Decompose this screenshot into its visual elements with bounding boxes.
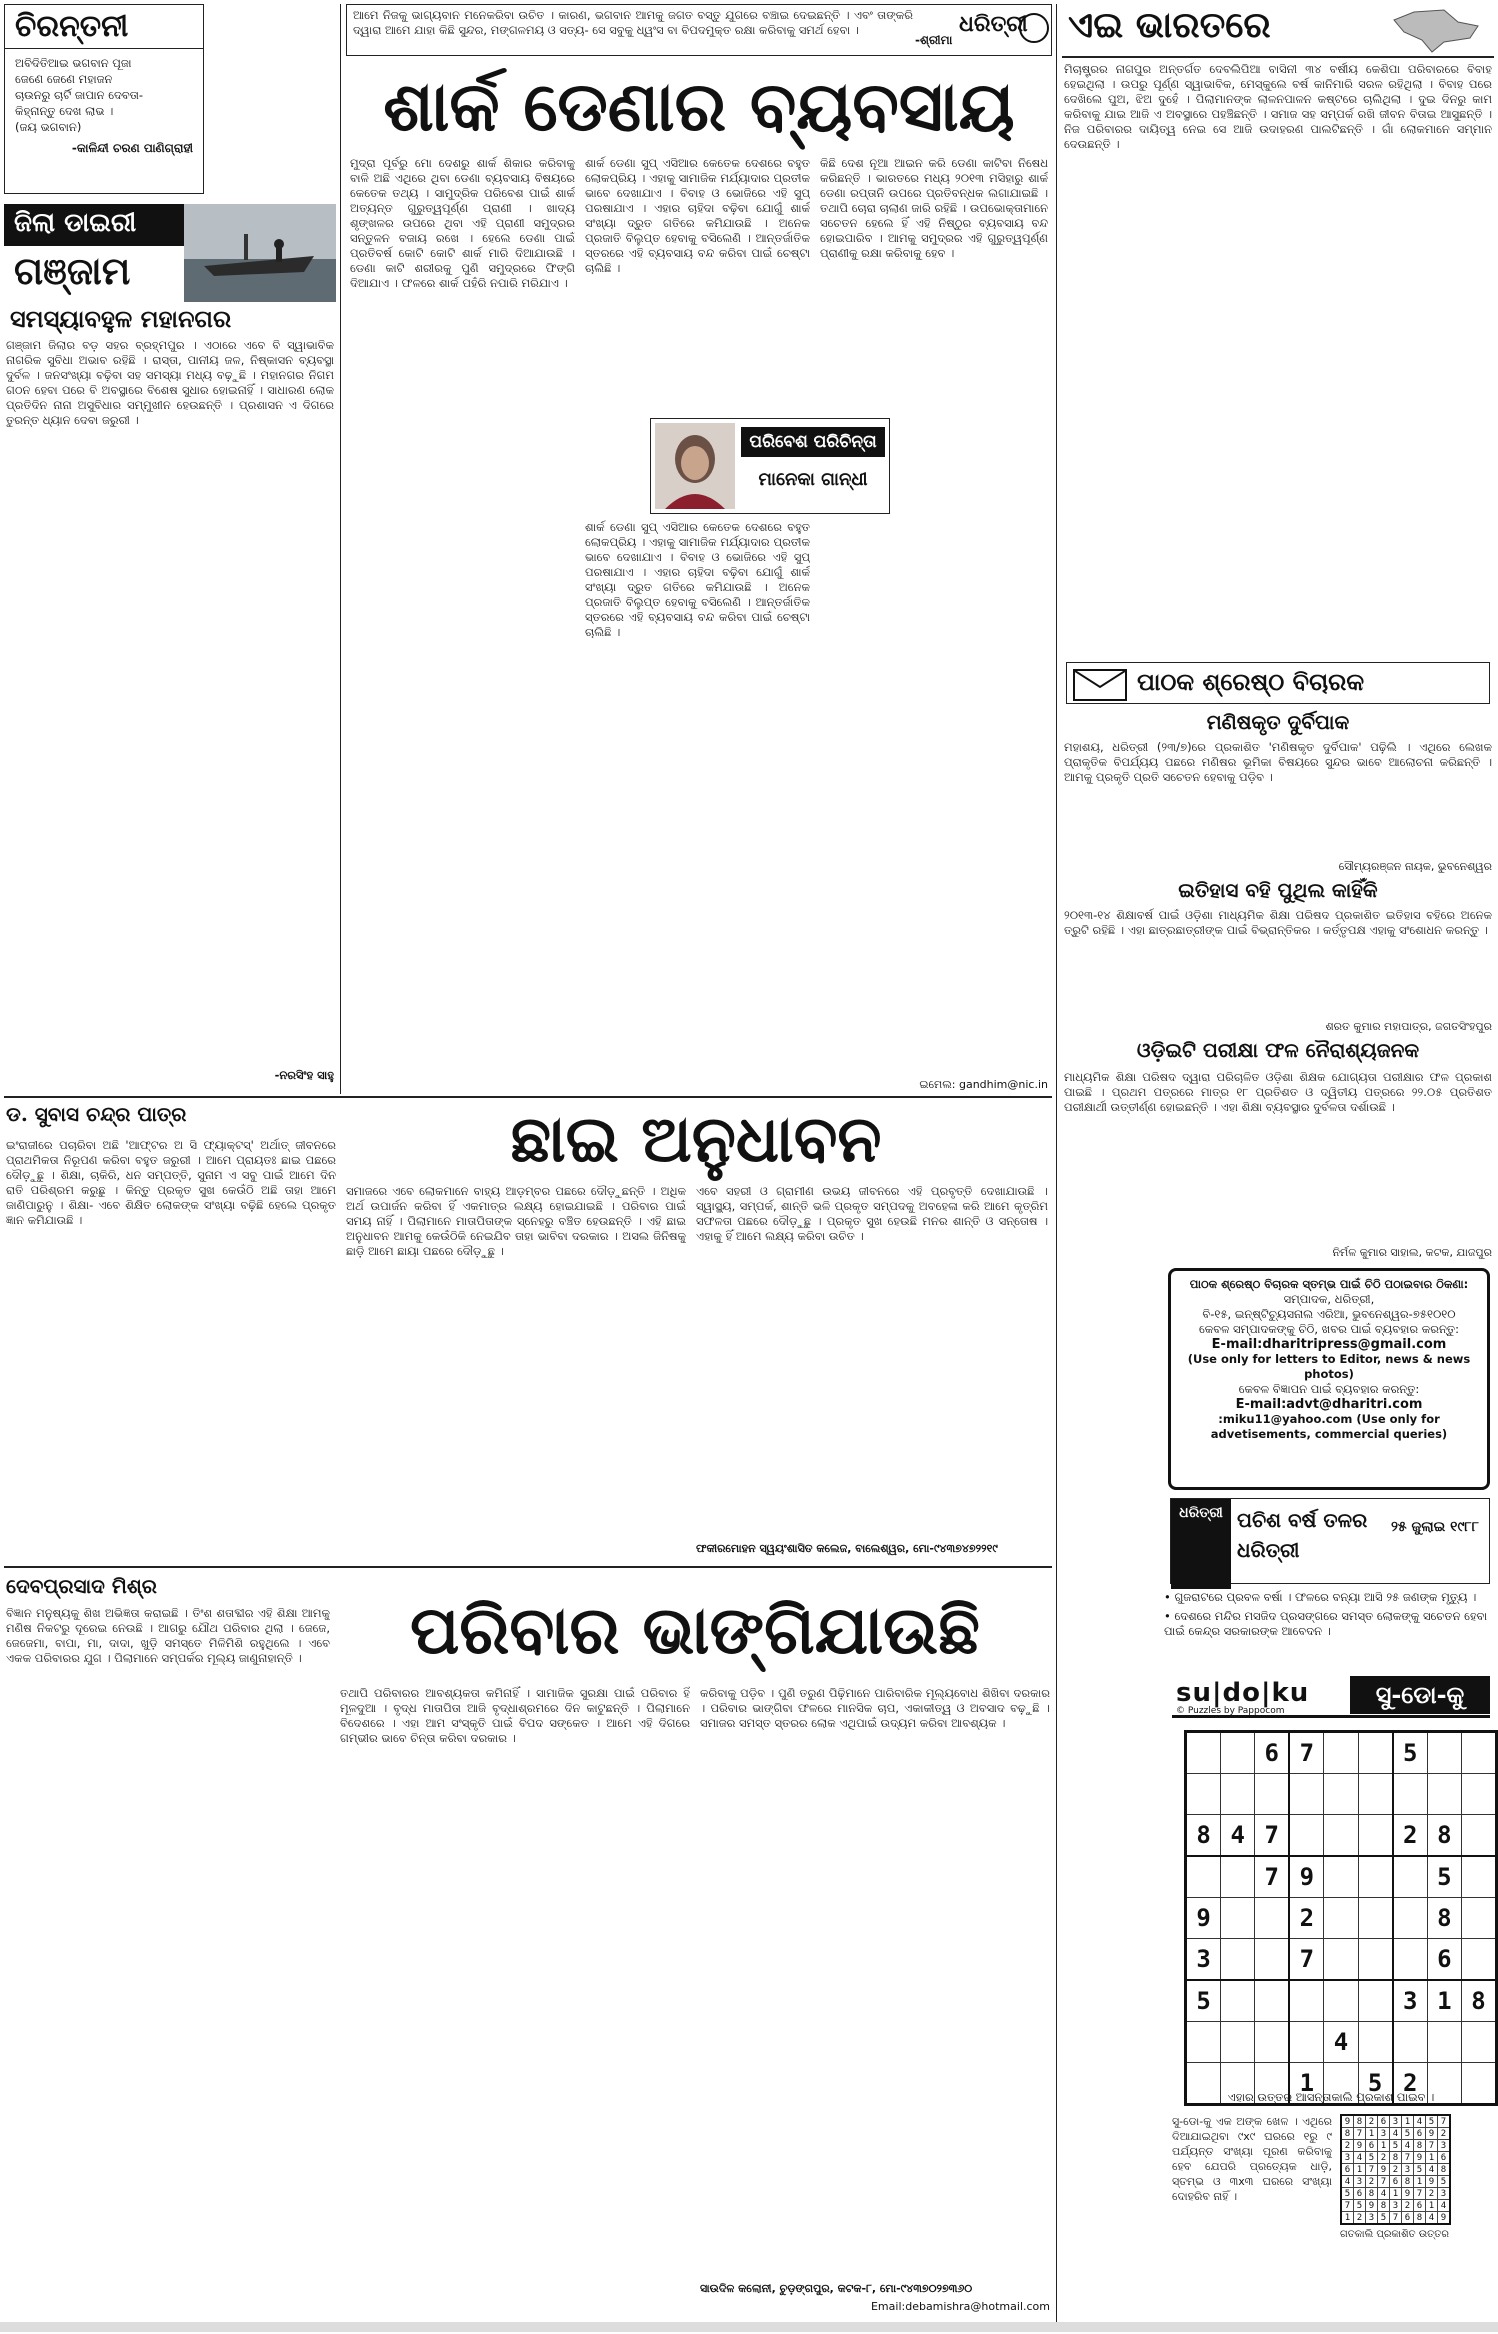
- sudoku-answer-cell: 6: [1366, 2140, 1378, 2152]
- sudoku-cell[interactable]: 5: [1427, 1856, 1461, 1898]
- wheel-icon: [1019, 13, 1049, 43]
- sudoku-answer-cell: 3: [1341, 2152, 1354, 2164]
- sudoku-answer-cell: 4: [1402, 2140, 1414, 2152]
- sudoku-answer-cell: 5: [1414, 2164, 1426, 2176]
- pathak-title: ପାଠକ ଶ୍ରେଷ୍ଠ ବିଚାରକ: [1137, 667, 1365, 696]
- author-box-title: ପରିବେଶ ପରିଚିନ୍ତା: [741, 427, 885, 457]
- pachisa-item: • ଦେଶରେ ମନ୍ଦିର ମସଜିଦ ପ୍ରସଙ୍ଗରେ ସମସ୍ତ ଲୋକଙ୍କୁ ସଚେତନ ହେବା ପାଇଁ କେନ୍ଦ୍ର ସରକାରଙ୍କ ଆବେଦନ ।: [1164, 1609, 1488, 1638]
- sudoku-instructions: ସୁ-ଡୋ-କୁ ଏକ ଅଙ୍କ ଖେଳ । ଏଥିରେ ଦିଆଯାଇଥିବା ୯x୯ ଘରରେ ୧ରୁ ୯ ପର୍ଯ୍ୟନ୍ତ ସଂଖ୍ୟା ପୂରଣ କରିବାକୁ ହେବ ଯେପରି ପ୍ରତ୍ୟେକ ଧାଡ଼ି, ସ୍ତମ୍ଭ ଓ ୩x୩ ଘରରେ ସଂଖ୍ୟା ଦୋହରିବ ନାହିଁ ।: [1172, 2115, 1332, 2203]
- sudoku-cell[interactable]: [1461, 1732, 1496, 1774]
- sudoku-answer-cell: 8: [1366, 2188, 1378, 2200]
- sudoku-answer-cell: 3: [1390, 2200, 1402, 2212]
- sudoku-answer-cell: 8: [1390, 2152, 1402, 2164]
- sudoku-answer-wrap: [1340, 2114, 1490, 2240]
- main-col1: ମୁଦ୍ରା ପୂର୍ବରୁ ମୋ ଦେଶରୁ ଶାର୍କ ଶିକାର କରିବାକୁ ବାଳି ଅଛି ଏଥିରେ ଥିବା ଡେଣା ବ୍ୟବସାୟ ବିଷୟରେ କେତେକ ତଥ୍ୟ । ସାମୁଦ୍ରିକ ପରିବେଶ ପାଇଁ ଶାର୍କ ଅତ୍ୟନ୍ତ ଗୁରୁତ୍ୱପୂର୍ଣ୍ଣ ପ୍ରାଣୀ । ଖାଦ୍ୟ ଶୃଙ୍ଖଳର ଉପରେ ଥିବା ଏହି ପ୍ରାଣୀ ସମୁଦ୍ରର ସନ୍ତୁଳନ ବଜାୟ ରଖେ । ହେଲେ ଡେଣା ପାଇଁ ପ୍ରତିବର୍ଷ କୋଟି କୋଟି ଶାର୍କ ମାରି ଦିଆଯାଉଛି । ଡେଣା କାଟି ଶରୀରକୁ ପୁଣି ସମୁଦ୍ରରେ ଫିଙ୍ଗି ଦିଆଯାଏ । ଫଳରେ ଶାର୍କ ପହଁରି ନପାରି ମରିଯାଏ ।: [350, 156, 575, 290]
- sudoku-answer-caption: ଗତକାଲି ପ୍ରକାଶିତ ଉତ୍ତର: [1340, 2229, 1450, 2240]
- sudoku-answer-cell: 3: [1438, 2140, 1451, 2152]
- sudoku-cell[interactable]: 8: [1461, 1980, 1496, 2022]
- sudoku-cell[interactable]: [1324, 1815, 1358, 1857]
- district-author: -ନରସିଂହ ସାହୁ: [274, 1068, 334, 1082]
- sudoku-cell[interactable]: [1358, 1732, 1393, 1774]
- sudoku-answer-cell: 9: [1341, 2115, 1354, 2128]
- quote-text: ଆମେ ନିଜକୁ ଭାଗ୍ୟବାନ ମନେକରିବା ଉଚିତ । କାରଣ, ଭଗବାନ ଆମକୁ ଜଗତ ବସ୍ତୁ ଯୁଗରେ ବଞ୍ଚାଇ ଦେଇଛନ୍ତି । ଏବଂ ତାଙ୍କରି ଦ୍ୱାରା ଆମେ ଯାହା କିଛି ସୁନ୍ଦର, ମଙ୍ଗଳମୟ ଓ ସତ୍ୟ- ସେ ସବୁକୁ ଧ୍ୱଂସ ବା ବିପଦମୁକ୍ତ ରକ୍ଷା କରିବାକୁ ସମର୍ଥ ହେବା ।: [353, 8, 913, 37]
- sudoku-header: [1172, 1676, 1490, 1718]
- sudoku-answer-cell: 9: [1354, 2140, 1366, 2152]
- chirantani-box: [4, 4, 204, 194]
- sudoku-cell[interactable]: [1186, 2022, 1221, 2063]
- sudoku-answer-cell: 7: [1438, 2115, 1451, 2128]
- sudoku-cell[interactable]: [1427, 1774, 1461, 1815]
- india-map-icon: [1374, 8, 1484, 54]
- chhai-col3: ଏବେ ସହରୀ ଓ ଗ୍ରାମୀଣ ଉଭୟ ଜୀବନରେ ଏହି ପ୍ରବୃତ୍ତି ଦେଖାଯାଉଛି । ସ୍ୱାସ୍ଥ୍ୟ, ସମ୍ପର୍କ, ଶାନ୍ତି ଭଳି ପ୍ରକୃତ ସମ୍ପଦକୁ ଅବହେଳା କରି ଆମେ କୃତ୍ରିମ ସଫଳତା ପଛରେ ଦୌଡ଼ୁଛୁ । ପ୍ରକୃତ ସୁଖ ହେଉଛି ମନର ଶାନ୍ତି ଓ ସନ୍ତୋଷ । ଏହାକୁ ହିଁ ଆମେ ଲକ୍ଷ୍ୟ କରିବା ଉଚିତ ।: [696, 1184, 1048, 1243]
- sudoku-answer-cell: 5: [1402, 2128, 1414, 2140]
- sudoku-answer-cell: 1: [1341, 2212, 1354, 2225]
- pachisa-barsha-box: [1170, 1498, 1490, 1584]
- sudoku-cell[interactable]: [1289, 1980, 1324, 2022]
- sudoku-answer-cell: 2: [1341, 2140, 1354, 2152]
- sudoku-answer-cell: 6: [1354, 2188, 1366, 2200]
- sudoku-answer-cell: 7: [1426, 2140, 1438, 2152]
- chhai-col1: ଇଂରାଜୀରେ ପଚାରିବା ଅଛି 'ଆଫ୍ଟର ଅ ସି ଫ୍ୟାକ୍ଟସ୍' ଅର୍ଥାତ୍ ଜୀବନରେ ପ୍ରାଥମିକତା ନିରୂପଣ କରିବା ବହୁତ ଜରୁରୀ । ଆମେ ପ୍ରାୟତଃ ଛାଇ ପଛରେ ଦୌଡ଼ୁଛୁ । ଶିକ୍ଷା, ଚାକିରି, ଧନ ସମ୍ପତ୍ତି, ସୁନାମ ଏ ସବୁ ପାଇଁ ଆମେ ଦିନ ରାତି ପରିଶ୍ରମ କରୁଛୁ । କିନ୍ତୁ ପ୍ରକୃତ ସୁଖ କେଉଁଠି ଅଛି ତାହା ଆମେ ଜାଣିପାରୁନୁ । ଶିକ୍ଷା- ଏବେ ଶିକ୍ଷିତ ଲୋକଙ୍କ ସଂଖ୍ୟା ବଢ଼ିଛି ହେଲେ ପ୍ରକୃତ ଜ୍ଞାନ କମିଯାଉଛି ।: [6, 1138, 336, 1227]
- sudoku-cell[interactable]: [1255, 1939, 1290, 1981]
- sudoku-cell[interactable]: [1221, 1980, 1255, 2022]
- sudoku-answer-cell: 5: [1341, 2188, 1354, 2200]
- sudoku-cell[interactable]: [1221, 2022, 1255, 2063]
- sudoku-cell[interactable]: [1324, 1774, 1358, 1815]
- sudoku-answer-cell: 6: [1390, 2176, 1402, 2188]
- sudoku-answer-cell: 1: [1390, 2188, 1402, 2200]
- sudoku-answer-cell: 1: [1366, 2128, 1378, 2140]
- sudoku-cell[interactable]: [1221, 1732, 1255, 1774]
- contact-line1: ପାଠକ ଶ୍ରେଷ୍ଠ ବିଚାରକ ସ୍ତମ୍ଭ ପାଇଁ ଚିଠି ପଠାଇବାର ଠିକଣା:: [1189, 1277, 1469, 1291]
- sudoku-answer-cell: 2: [1390, 2164, 1402, 2176]
- sudoku-cell[interactable]: [1324, 1898, 1358, 1939]
- contact-box: [1168, 1268, 1490, 1490]
- letter2-sign: ଶରତ କୁମାର ମହାପାତ୍ର, ଜଗତସିଂହପୁର: [1325, 1020, 1492, 1033]
- parivar-col3: କରିବାକୁ ପଡ଼ିବ । ପୁଣି ତରୁଣ ପିଢ଼ିମାନେ ପାରିବାରିକ ମୂଲ୍ୟବୋଧ ଶିଖିବା ଦରକାର । ପରିବାର ଭାଙ୍ଗିବା ଫଳରେ ମାନସିକ ଚାପ, ଏକାକୀତ୍ୱ ଓ ଅବସାଦ ବଢ଼ୁଛି । ସମାଜର ସମସ୍ତ ସ୍ତରର ଲୋକ ଏଥିପାଇଁ ଉଦ୍ୟମ କରିବା ଆବଶ୍ୟକ ।: [700, 1686, 1050, 1730]
- quote-logo: ଧରିତ୍ରୀ: [959, 11, 1028, 37]
- sudoku-cell[interactable]: [1358, 1939, 1393, 1981]
- sudoku-answer-cell: 8: [1341, 2128, 1354, 2140]
- sudoku-cell[interactable]: [1221, 1856, 1255, 1898]
- sudoku-cell[interactable]: 3: [1186, 1939, 1221, 1981]
- ei-bharatare-text: ମିଚାଷ୍ଟ୍ରର ନାଗପୁର ଅନ୍ତର୍ଗତ ଦେବଲିପିଆ ବାସିନୀ ୩୪ ବର୍ଷୀୟ କେଶିପା ପରିବାରରେ ବିବାହ ହେଇଥିଲା । ଉପରୁ ପୂର୍ଣ୍ଣ ସ୍ୱାଭାବିକ, ମେସ୍କୁଲେ ବର୍ଷ କାନିମାରି ସରଳ ରହିଥିଲା । ବିବାହ ପରେ ଦେଖିଲେ ପୁଅ, ଝିଅ ଦୁହେଁ । ପିଲାମାନଙ୍କ ଲାଳନପାଳନ କଷ୍ଟରେ ଚାଲିଥିଲା । ଦୁଇ ଦିନରୁ କାମ କରିବାକୁ ଯାଇ ଆଜି ଏ ଅବସ୍ଥାରେ ପହଞ୍ଚିଛନ୍ତି । ସମାଜ ସହ ସମ୍ପର୍କ ରଖି ଜୀବନ ବିତାଇ ଆସୁଛନ୍ତି । ନିଜ ପରିବାରର ଦାୟିତ୍ୱ ନେଇ ସେ ଆଜି ଉଦାହରଣ ପାଲଟିଛନ୍ତି । ଗାଁ ଲୋକମାନେ ସମ୍ମାନ ଦେଉଛନ୍ତି ।: [1064, 62, 1492, 151]
- sudoku-answer-cell: 4: [1426, 2212, 1438, 2225]
- parivar-address: ସାଉଦିଳ କଲୋନୀ, ଚୁଡ଼ଙ୍ଗପୁର, କଟକ-୮, ମୋ-୯୪୩୭୦୨୭୩୬୦: [700, 2282, 973, 2295]
- sudoku-answer-cell: 6: [1438, 2152, 1451, 2164]
- sudoku-answer-cell: 4: [1426, 2164, 1438, 2176]
- contact-line2: ସମ୍ପାଦକ, ଧରିତ୍ରୀ,: [1283, 1292, 1375, 1306]
- chirantani-author: -କାଳିନ୍ଦୀ ଚରଣ ପାଣିଗ୍ରାହୀ: [71, 141, 193, 155]
- sudoku-cell[interactable]: 6: [1255, 1732, 1290, 1774]
- sudoku-answer-cell: 9: [1378, 2164, 1390, 2176]
- sudoku-cell[interactable]: [1358, 2022, 1393, 2063]
- pachisa-item: • ଗୁଜରାଟରେ ପ୍ରବଳ ବର୍ଷା । ଫଳରେ ବନ୍ୟା ଆସି ୨୫ ଜଣଙ୍କ ମୃତ୍ୟୁ ।: [1164, 1590, 1477, 1604]
- pachisa-date: ୨୫ ଜୁଲାଇ ୧୯୮୮: [1390, 1519, 1480, 1535]
- district-text: ଗଞ୍ଜାମ ଜିଲାର ବଡ଼ ସହର ବ୍ରହ୍ମପୁର । ଏଠାରେ ଏବେ ବି ସ୍ୱାଭାବିକ ନାଗରିକ ସୁବିଧା ଅଭାବ ରହିଛି । ରାସ୍ତା, ପାନୀୟ ଜଳ, ନିଷ୍କାସନ ବ୍ୟବସ୍ଥା ଦୁର୍ବଳ । ଜନସଂଖ୍ୟା ବଢ଼ିବା ସହ ସମସ୍ୟା ମଧ୍ୟ ବଢ଼ୁଛି । ମହାନଗର ନିଗମ ଗଠନ ହେବା ପରେ ବି ଅବସ୍ଥାରେ ବିଶେଷ ସୁଧାର ହୋଇନାହିଁ । ସାଧାରଣ ଲୋକ ପ୍ରତିଦିନ ନାନା ଅସୁବିଧାର ସମ୍ମୁଖୀନ ହେଉଛନ୍ତି । ପ୍ରଶାସନ ଏ ଦିଗରେ ତୁରନ୍ତ ଧ୍ୟାନ ଦେବା ଜରୁରୀ ।: [6, 338, 334, 427]
- sudoku-answer-cell: 8: [1402, 2176, 1414, 2188]
- sudoku-cell[interactable]: 1: [1289, 2063, 1324, 2105]
- sudoku-answer-cell: 9: [1438, 2212, 1451, 2225]
- sudoku-cell[interactable]: 3: [1393, 1980, 1428, 2022]
- parivar-col2: ତଥାପି ପରିବାରର ଆବଶ୍ୟକତା କମିନାହିଁ । ସାମାଜିକ ସୁରକ୍ଷା ପାଇଁ ପରିବାର ହିଁ ମୂଳଦୁଆ । ବୃଦ୍ଧ ମାତାପିତା ଆଜି ବୃଦ୍ଧାଶ୍ରମରେ ଦିନ କାଟୁଛନ୍ତି । ପିଲାମାନେ ବିଦେଶରେ । ଏହା ଆମ ସଂସ୍କୃତି ପାଇଁ ବିପଦ ସଙ୍କେତ । ଆମେ ଏହି ଦିଗରେ ଗମ୍ଭୀର ଭାବେ ଚିନ୍ତା କରିବା ଦରକାର ।: [340, 1686, 690, 1745]
- contact-line5: କେବଳ ବିଜ୍ଞାପନ ପାଇଁ ବ୍ୟବହାର କରନ୍ତୁ:: [1238, 1382, 1420, 1396]
- sudoku-cell[interactable]: [1461, 1856, 1496, 1898]
- sudoku-cell[interactable]: 9: [1186, 1898, 1221, 1939]
- main-col2-top: ଶାର୍କ ଡେଣା ସୁପ୍ ଏସିଆର କେତେକ ଦେଶରେ ବହୁତ ଲୋକପ୍ରିୟ । ଏହାକୁ ସାମାଜିକ ମର୍ଯ୍ୟାଦାର ପ୍ରତୀକ ଭାବେ ଦେଖାଯାଏ । ବିବାହ ଓ ଭୋଜିରେ ଏହି ସୁପ୍ ପରଷାଯାଏ । ଏହାର ଚାହିଦା ବଢ଼ିବା ଯୋଗୁଁ ଶାର୍କ ସଂଖ୍ୟା ଦ୍ରୁତ ଗତିରେ କମିଯାଉଛି । ଅନେକ ପ୍ରଜାତି ବିଲୁପ୍ତ ହେବାକୁ ବସିଲେଣି । ଆନ୍ତର୍ଜାତିକ ସ୍ତରରେ ଏହି ବ୍ୟବସାୟ ବନ୍ଦ କରିବା ପାଇଁ ଚେଷ୍ଟା ଚାଲିଛି ।: [585, 156, 810, 275]
- sudoku-answer-cell: 2: [1378, 2152, 1390, 2164]
- sudoku-cell[interactable]: [1289, 2022, 1324, 2063]
- sudoku-cell[interactable]: [1461, 2022, 1496, 2063]
- sudoku-answer-cell: 2: [1354, 2212, 1366, 2225]
- sudoku-cell[interactable]: 4: [1324, 2022, 1358, 2063]
- sudoku-cell[interactable]: 8: [1427, 1815, 1461, 1857]
- sudoku-cell[interactable]: [1461, 1774, 1496, 1815]
- sudoku-answer-cell: 9: [1426, 2176, 1438, 2188]
- sudoku-cell[interactable]: 9: [1289, 1856, 1324, 1898]
- main-col3: କିଛି ଦେଶ ନୂଆ ଆଇନ କରି ଡେଣା କାଟିବା ନିଷେଧ କରିଛନ୍ତି । ଭାରତରେ ମଧ୍ୟ ୨୦୧୩ ମସିହାରୁ ଶାର୍କ ଡେଣା ରପ୍ତାନି ଉପରେ ପ୍ରତିବନ୍ଧକ ଲଗାଯାଇଛି । ତଥାପି ଚୋରା ଚାଲାଣ ଜାରି ରହିଛି । ଉପଭୋକ୍ତାମାନେ ସଚେତନ ହେଲେ ହିଁ ଏହି ନିଷ୍ଠୁର ବ୍ୟବସାୟ ବନ୍ଦ ହୋଇପାରିବ । ଆମକୁ ସମୁଦ୍ରର ଏହି ଗୁରୁତ୍ୱପୂର୍ଣ୍ଣ ପ୍ରାଣୀକୁ ରକ୍ଷା କରିବାକୁ ହେବ ।: [820, 156, 1048, 260]
- letter1-title: ମଣିଷକୃତ ଦୁର୍ବିପାକ: [1206, 710, 1350, 734]
- sudoku-answer-cell: 1: [1354, 2164, 1366, 2176]
- letter2-title: ଇତିହାସ ବହି ପୁଥିଲ କାହିଁକି: [1178, 878, 1378, 902]
- contact-line4: କେବଳ ସମ୍ପାଦକଙ୍କୁ ଚିଠି, ଖବର ପାଇଁ ବ୍ୟବହାର କରନ୍ତୁ:: [1199, 1322, 1459, 1336]
- district-photo: [184, 204, 336, 302]
- sudoku-answer-cell: 7: [1390, 2212, 1402, 2225]
- pachisa-logo: ଧରିତ୍ରୀ: [1171, 1499, 1231, 1589]
- ei-bharatare-header: [1062, 4, 1494, 58]
- sudoku-answer-cell: 3: [1390, 2115, 1402, 2128]
- letter2-text: ୨୦୧୩-୧୪ ଶିକ୍ଷାବର୍ଷ ପାଇଁ ଓଡ଼ିଶା ମାଧ୍ୟମିକ ଶିକ୍ଷା ପରିଷଦ ପ୍ରକାଶିତ ଇତିହାସ ବହିରେ ଅନେକ ତ୍ରୁଟି ରହିଛି । ଏହା ଛାତ୍ରଛାତ୍ରୀଙ୍କ ପାଇଁ ବିଭ୍ରାନ୍ତିକର । କର୍ତ୍ତୃପକ୍ଷ ଏହାକୁ ସଂଶୋଧନ କରନ୍ତୁ ।: [1064, 908, 1492, 937]
- sudoku-answer-cell: 3: [1378, 2128, 1390, 2140]
- contact-email1[interactable]: E-mail:dharitripress@gmail.com: [1211, 1337, 1447, 1352]
- letter3-title: ଓଡ଼ିଇଟି ପରୀକ୍ଷା ଫଳ ନୈରାଶ୍ୟଜନକ: [1136, 1038, 1420, 1062]
- sudoku-cell[interactable]: 2: [1289, 1898, 1324, 1939]
- sudoku-answer-cell: 6: [1378, 2115, 1390, 2128]
- sudoku-answer-cell: 9: [1426, 2128, 1438, 2140]
- sudoku-cell[interactable]: [1461, 1939, 1496, 1981]
- sudoku-answer-cell: 5: [1426, 2115, 1438, 2128]
- sudoku-answer-cell: 4: [1378, 2188, 1390, 2200]
- sudoku-cell[interactable]: 2: [1393, 1815, 1428, 1857]
- sudoku-cell[interactable]: 8: [1186, 1815, 1221, 1857]
- sudoku-answer-cell: 7: [1366, 2164, 1378, 2176]
- sudoku-answer-cell: 2: [1426, 2188, 1438, 2200]
- sudoku-answer-cell: 9: [1414, 2152, 1426, 2164]
- sudoku-cell[interactable]: [1324, 1856, 1358, 1898]
- main-email: ଇମେଲ: gandhim@nic.in: [919, 1078, 1048, 1091]
- sudoku-answer-cell: 7: [1378, 2176, 1390, 2188]
- chhai-address: ଫକୀରମୋହନ ସ୍ୱୟଂଶାସିତ କଲେଜ, ବାଲେଶ୍ୱର, ମୋ-୯୪୩୭୪୭୨୨୧୯: [696, 1542, 998, 1555]
- sudoku-cell[interactable]: [1221, 1939, 1255, 1981]
- ei-bharatare-title: ଏଇ ଭାରତରେ: [1068, 4, 1271, 46]
- sudoku-cell[interactable]: [1427, 2022, 1461, 2063]
- main-col2-bottom: ଶାର୍କ ଡେଣା ସୁପ୍ ଏସିଆର କେତେକ ଦେଶରେ ବହୁତ ଲୋକପ୍ରିୟ । ଏହାକୁ ସାମାଜିକ ମର୍ଯ୍ୟାଦାର ପ୍ରତୀକ ଭାବେ ଦେଖାଯାଏ । ବିବାହ ଓ ଭୋଜିରେ ଏହି ସୁପ୍ ପରଷାଯାଏ । ଏହାର ଚାହିଦା ବଢ଼ିବା ଯୋଗୁଁ ଶାର୍କ ସଂଖ୍ୟା ଦ୍ରୁତ ଗତିରେ କମିଯାଉଛି । ଅନେକ ପ୍ରଜାତି ବିଲୁପ୍ତ ହେବାକୁ ବସିଲେଣି । ଆନ୍ତର୍ଜାତିକ ସ୍ତରରେ ଏହି ବ୍ୟବସାୟ ବନ୍ଦ କରିବା ପାଇଁ ଚେଷ୍ଟା ଚାଲିଛି ।: [585, 520, 810, 639]
- sudoku-cell[interactable]: 2: [1393, 2063, 1428, 2105]
- chirantani-title: ଚିରନ୍ତନୀ: [5, 5, 203, 49]
- sudoku-cell[interactable]: [1186, 1732, 1221, 1774]
- letter3-text: ମାଧ୍ୟମିକ ଶିକ୍ଷା ପରିଷଦ ଦ୍ୱାରା ପରିଚାଳିତ ଓଡ଼ିଶା ଶିକ୍ଷକ ଯୋଗ୍ୟତା ପରୀକ୍ଷାର ଫଳ ପ୍ରକାଶ ପାଇଛି । ପ୍ରଥମ ପତ୍ରରେ ମାତ୍ର ୧୮ ପ୍ରତିଶତ ଓ ଦ୍ୱିତୀୟ ପତ୍ରରେ ୨୨.୦୫ ପ୍ରତିଶତ ପରୀକ୍ଷାର୍ଥୀ ଉତ୍ତୀର୍ଣ୍ଣ ହୋଇଛନ୍ତି । ଏହା ଶିକ୍ଷା ବ୍ୟବସ୍ଥାର ଦୁର୍ବଳତା ଦର୍ଶାଉଛି ।: [1064, 1070, 1492, 1114]
- sudoku-answer-cell: 4: [1438, 2200, 1451, 2212]
- quote-box: [346, 4, 1052, 56]
- sudoku-grid-wrap: [1184, 1730, 1498, 2106]
- author-name: ମାନେକା ଗାନ୍ଧୀ: [758, 469, 868, 490]
- sudoku-answer-cell: 4: [1390, 2128, 1402, 2140]
- sudoku-answer-cell: 1: [1402, 2115, 1414, 2128]
- sudoku-cell[interactable]: [1358, 1856, 1393, 1898]
- sudoku-cell[interactable]: [1393, 1774, 1428, 1815]
- sudoku-cell[interactable]: [1358, 1774, 1393, 1815]
- sudoku-answer-cell: 1: [1426, 2200, 1438, 2212]
- sudoku-cell[interactable]: 7: [1289, 1939, 1324, 1981]
- sudoku-answer-cell: 8: [1414, 2140, 1426, 2152]
- sudoku-answer-cell: 8: [1414, 2212, 1426, 2225]
- sudoku-answer-cell: 5: [1378, 2212, 1390, 2225]
- sudoku-cell[interactable]: [1324, 1980, 1358, 2022]
- letter3-sign: ନିର୍ମଳ କୁମାର ସାହାଲ, କଟକ, ଯାଜପୁର: [1332, 1246, 1492, 1259]
- sudoku-cell[interactable]: 4: [1221, 1815, 1255, 1857]
- sudoku-answer-cell: 1: [1414, 2176, 1426, 2188]
- contact-email2[interactable]: E-mail:advt@dharitri.com: [1235, 1397, 1423, 1412]
- parivar-headline: ପରିବାର ଭାଙ୍ଗିଯାଉଛି: [410, 1591, 980, 1669]
- sudoku-brand: su|do|ku: [1176, 1678, 1310, 1708]
- letter1-text: ମହାଶୟ, ଧରିତ୍ରୀ (୨୩/୭)ରେ ପ୍ରକାଶିତ 'ମଣିଷକୃତ ଦୁର୍ବିପାକ' ପଢ଼ିଲି । ଏଥିରେ ଲେଖକ ପ୍ରାକୃତିକ ବିପର୍ଯ୍ୟୟ ପଛରେ ମଣିଷର ଭୂମିକା ବିଷୟରେ ସୁନ୍ଦର ଭାବେ ଆଲୋଚନା କରିଛନ୍ତି । ଆମକୁ ପ୍ରକୃତି ପ୍ରତି ସଚେତନ ହେବାକୁ ପଡ଼ିବ ।: [1064, 740, 1492, 784]
- parivar-email: Email:debamishra@hotmail.com: [870, 2300, 1050, 2313]
- pachisa-items: [1164, 1590, 1492, 1662]
- contact-email1-note: (Use only for letters to Editor, news & news photos): [1187, 1352, 1471, 1381]
- district-diary-label-box: [4, 204, 204, 246]
- sudoku-cell[interactable]: [1289, 1815, 1324, 1857]
- sudoku-answer-cell: 2: [1366, 2115, 1378, 2128]
- sudoku-cell[interactable]: 6: [1427, 1939, 1461, 1981]
- sudoku-answer-cell: 7: [1341, 2200, 1354, 2212]
- parivar-col1: ବିଜ୍ଞାନ ମନୁଷ୍ୟକୁ ଶିଖ ଅଭିଜ୍ଞତା କରାଇଛି । ତିଂଶ ଶତାବ୍ଦୀର ଏହି ଶିକ୍ଷା ଆମକୁ ମଣିଷ ନିକଟରୁ ଦୂରେଇ ନେଉଛି । ଆଗରୁ ଯୌଥ ପରିବାର ଥିଲା । ଜେଜେ, ଜେଜେମା, ବାପା, ମା, ଦାଦା, ଖୁଡ଼ି ସମସ୍ତେ ମିଳିମିଶି ରହୁଥିଲେ । ଏବେ ଏକକ ପରିବାରର ଯୁଗ । ପିଲାମାନେ ସମ୍ପର୍କର ମୂଲ୍ୟ ଜାଣୁନାହାନ୍ତି ।: [6, 1606, 330, 1665]
- sudoku-answer-cell: 8: [1438, 2164, 1451, 2176]
- district-diary-label: ଜିଲା ଡାଇରୀ: [4, 204, 204, 246]
- sudoku-answer-cell: 9: [1366, 2200, 1378, 2212]
- parivar-author: ଦେବପ୍ରସାଦ ମିଶ୍ର: [6, 1574, 157, 1598]
- sudoku-answer-cell: 2: [1402, 2200, 1414, 2212]
- sudoku-cell[interactable]: [1324, 1732, 1358, 1774]
- chirantani-verse: ଅବିଦିତିଆଇ ଭଗବାନ ପୂଜା ଜେଣେ ଜେଣେ ମହାଜନ ଚାଉନରୁ ଚାର୍ଟି ଜାପାନ ଦେବତା- କିହ୍ନାନ୍ତୁ ଦେଖ ଲାଭ । (ଜୟ ଭଗବାନ): [15, 56, 144, 134]
- contact-email3[interactable]: :miku11@yahoo.com (Use only for advetisements, commercial queries): [1210, 1412, 1448, 1441]
- sudoku-caption: ଏହାର ଉତ୍ତର ଆସନ୍ତାକାଲି ପ୍ରକାଶ ପାଇବ ।: [1227, 2090, 1435, 2104]
- sudoku-title: ସୁ-ଡୋ-କୁ: [1350, 1676, 1490, 1714]
- sudoku-answer-cell: 9: [1402, 2188, 1414, 2200]
- sudoku-answer-cell: 4: [1341, 2176, 1354, 2188]
- chhai-col2: ସମାଜରେ ଏବେ ଲୋକମାନେ ବାହ୍ୟ ଆଡ଼ମ୍ବର ପଛରେ ଦୌଡ଼ୁଛନ୍ତି । ଅଧିକ ଅର୍ଥ ଉପାର୍ଜନ କରିବା ହିଁ ଏକମାତ୍ର ଲକ୍ଷ୍ୟ ହୋଇଯାଇଛି । ପରିବାର ପାଇଁ ସମୟ ନାହିଁ । ପିଲାମାନେ ମାତାପିତାଙ୍କ ସ୍ନେହରୁ ବଞ୍ଚିତ ହେଉଛନ୍ତି । ଏହି ଛାଇ ଅନୁଧାବନ ଆମକୁ କେଉଁଠିକି ନେଇଯିବ ତାହା ଭାବିବା ଦରକାର । ଅସଲ ଜିନିଷକୁ ଛାଡ଼ି ଆମେ ଛାୟା ପଛରେ ଦୌଡ଼ୁଛୁ ।: [346, 1184, 686, 1258]
- chhai-author: ଡ. ସୁବାସ ଚନ୍ଦ୍ର ପାତ୍ର: [6, 1102, 187, 1126]
- sudoku-answer-cell: 7: [1414, 2188, 1426, 2200]
- sudoku-cell[interactable]: 8: [1427, 1898, 1461, 1939]
- sudoku-answer-cell: 4: [1414, 2115, 1426, 2128]
- sudoku-credit: © Puzzles by Pappocom: [1176, 1706, 1285, 1716]
- letter1-sign: ସୌମ୍ୟରଞ୍ଜନ ନାୟକ, ଭୁବନେଶ୍ୱର: [1338, 860, 1492, 873]
- sudoku-answer-cell: 3: [1438, 2188, 1451, 2200]
- quote-author: -ଶ୍ରୀମା: [915, 33, 953, 47]
- sudoku-answer-cell: 5: [1366, 2152, 1378, 2164]
- sudoku-cell[interactable]: [1358, 1815, 1393, 1857]
- sudoku-cell[interactable]: [1358, 1898, 1393, 1939]
- sudoku-cell[interactable]: 7: [1255, 1856, 1290, 1898]
- sudoku-answer-cell: 2: [1366, 2176, 1378, 2188]
- sudoku-cell[interactable]: [1461, 1815, 1496, 1857]
- sudoku-answer-grid: [1340, 2114, 1451, 2225]
- sudoku-answer-cell: 2: [1438, 2128, 1451, 2140]
- sudoku-answer-cell: 5: [1354, 2200, 1366, 2212]
- sudoku-answer-cell: 5: [1390, 2140, 1402, 2152]
- sudoku-cell[interactable]: 1: [1427, 1980, 1461, 2022]
- sudoku-answer-cell: 3: [1366, 2212, 1378, 2225]
- sudoku-cell[interactable]: [1255, 1774, 1290, 1815]
- sudoku-answer-cell: 6: [1414, 2128, 1426, 2140]
- sudoku-cell[interactable]: [1255, 1980, 1290, 2022]
- envelope-icon: [1073, 669, 1127, 701]
- sudoku-cell[interactable]: 7: [1255, 1815, 1290, 1857]
- contact-line3: ବି-୧୫, ଇନ୍‌ଷ୍ଟିଚ୍ୟୁସନାଲ ଏରିଆ, ଭୁବନେଶ୍ୱର-୭୫୧୦୧୦: [1202, 1307, 1456, 1321]
- sudoku-cell[interactable]: 5: [1358, 2063, 1393, 2105]
- sudoku-answer-cell: 8: [1354, 2115, 1366, 2128]
- sudoku-cell[interactable]: 5: [1393, 1732, 1428, 1774]
- sudoku-answer-cell: 5: [1438, 2176, 1451, 2188]
- sudoku-answer-cell: 6: [1402, 2212, 1414, 2225]
- sudoku-cell[interactable]: [1221, 1774, 1255, 1815]
- sudoku-cell[interactable]: [1186, 1774, 1221, 1815]
- sudoku-cell[interactable]: [1289, 1774, 1324, 1815]
- sudoku-answer-cell: 8: [1378, 2200, 1390, 2212]
- sudoku-cell[interactable]: [1393, 2022, 1428, 2063]
- sudoku-cell[interactable]: [1255, 1898, 1290, 1939]
- chhai-headline: ଛାଇ ଅନୁଧାବନ: [510, 1102, 882, 1177]
- pathak-header: [1066, 662, 1490, 704]
- sudoku-answer-cell: 4: [1354, 2152, 1366, 2164]
- sudoku-cell[interactable]: [1221, 1898, 1255, 1939]
- sudoku-answer-cell: 7: [1402, 2152, 1414, 2164]
- sudoku-cell[interactable]: [1255, 2022, 1290, 2063]
- author-photo: [655, 423, 735, 509]
- district-name: ଗଞ୍ଜାମ: [14, 248, 131, 293]
- sudoku-cell[interactable]: [1324, 1939, 1358, 1981]
- sudoku-cell[interactable]: [1461, 1898, 1496, 1939]
- sudoku-answer-cell: 1: [1426, 2152, 1438, 2164]
- sudoku-answer-cell: 7: [1354, 2128, 1366, 2140]
- page-footer-bar: [0, 2322, 1498, 2332]
- sudoku-answer-cell: 6: [1341, 2164, 1354, 2176]
- sudoku-answer-cell: 3: [1402, 2164, 1414, 2176]
- sudoku-answer-cell: 6: [1414, 2200, 1426, 2212]
- pachisa-title: ପଚିଶ ବର୍ଷ ତଳର ଧରିତ୍ରୀ: [1237, 1508, 1368, 1562]
- sudoku-cell[interactable]: [1186, 1856, 1221, 1898]
- sudoku-cell[interactable]: 7: [1289, 1732, 1324, 1774]
- district-headline: ସମସ୍ୟାବହୁଳ ମହାନଗର: [10, 304, 232, 333]
- sudoku-grid[interactable]: [1184, 1730, 1498, 2106]
- main-headline: ଶାର୍କ ଡେଣାର ବ୍ୟବସାୟ: [383, 67, 1015, 147]
- sudoku-answer-cell: 3: [1354, 2176, 1366, 2188]
- sudoku-cell[interactable]: [1358, 1980, 1393, 2022]
- sudoku-cell[interactable]: [1427, 1732, 1461, 1774]
- sudoku-cell[interactable]: 5: [1186, 1980, 1221, 2022]
- sudoku-cell[interactable]: [1393, 1939, 1428, 1981]
- author-box: [650, 418, 890, 514]
- sudoku-cell[interactable]: [1393, 1856, 1428, 1898]
- sudoku-cell[interactable]: [1393, 1898, 1428, 1939]
- sudoku-answer-cell: 1: [1378, 2140, 1390, 2152]
